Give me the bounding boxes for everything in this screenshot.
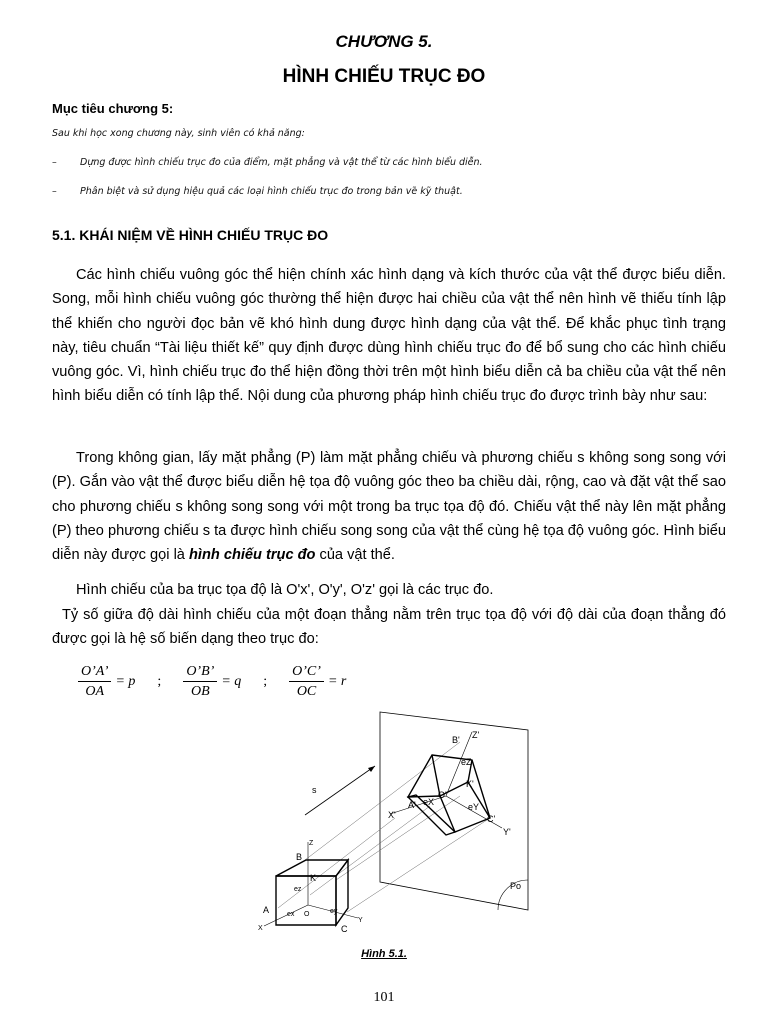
label-ex-prime: eX (423, 797, 435, 807)
formula-separator: ; (157, 674, 162, 689)
paragraph-definition (52, 446, 726, 567)
label-x-prime: X' (388, 810, 396, 820)
ray (310, 806, 430, 895)
distortion-formulas (78, 664, 346, 700)
goal-item (52, 186, 732, 197)
projected-box (408, 755, 490, 832)
paragraph-intro: Các hình chiếu vuông góc thể hiện chính xác hình dạng và kích thước của vật thể được biểu diễn. Song, mỗi hình chiếu vuông góc thường thể hiện được hai chiều của vật thể nên hình vẽ thiếu tính lập thể khiến cho người đọc bản vẽ khó hình dung được hình dạng của vật thể. Để khắc phục tình trạng này, tiêu chuẩn “Tài liệu thiết kế” quy định được dùng hình chiếu trục đo để bổ sung cho các hình chiếu vuông góc. Vì, hình chiếu trục đo thể hiện đồng thời trên một hình biểu diễn cả ba chiều của vật thể nên hình biểu diễn có tính lập thể. Nội dung của phương pháp hình chiếu trục đo được trình bày như sau: (52, 267, 726, 405)
formula-rhs: = p (115, 674, 136, 689)
fraction (289, 664, 324, 700)
numerator: O’A’ (78, 664, 111, 682)
label-c-prime: C' (487, 814, 496, 824)
chapter-title: HÌNH CHIẾU TRỤC ĐO (282, 66, 486, 87)
goals-intro: Sau khi học xong chương này, sinh viên có khả năng: (52, 128, 305, 139)
section-heading: 5.1. KHÁI NIỆM VỀ HÌNH CHIẾU TRỤC ĐO (52, 227, 329, 243)
goals-heading: Mục tiêu chương 5: (52, 101, 174, 116)
formula-rhs: = q (221, 674, 242, 689)
label-y-prime: Y' (503, 827, 511, 837)
label-ey: ey (330, 908, 338, 915)
label-x: X (258, 925, 263, 932)
label-k-prime: K' (466, 779, 474, 789)
formula-separator: ; (263, 674, 268, 689)
label-a-prime: A' (408, 800, 416, 810)
projected-axes (390, 732, 502, 828)
paragraph-axes: Hình chiếu của ba trục tọa độ là O'x', O'y', O'z' gọi là các trục đo. (76, 582, 494, 598)
label-y: Y (358, 917, 363, 924)
arrow-head (368, 766, 375, 772)
paragraph-text: của vật thể. (315, 547, 395, 564)
goal-text: Phân biệt và sử dụng hiệu quả các loại hình chiếu trục đo trong bản vẽ kỹ thuật. (80, 186, 463, 197)
fraction (183, 664, 217, 700)
label-a: A (263, 905, 270, 915)
chapter-label: CHƯƠNG 5. (335, 32, 433, 51)
label-ez: ez (294, 886, 302, 893)
label-b: B (296, 852, 303, 862)
list-dash: – (52, 157, 57, 168)
ray (336, 796, 460, 880)
axis-x (264, 905, 308, 926)
label-b-prime: B' (452, 735, 460, 745)
denominator: OB (190, 684, 210, 699)
numerator: O’B’ (183, 664, 217, 682)
paragraph-ratio: Tỷ số giữa độ dài hình chiếu của một đoạn thẳng nằm trên trục tọa độ với độ dài của đoạn thẳng đó được gọi là hệ số biến dạng theo trục đo: (52, 607, 726, 648)
denominator: OC (296, 684, 317, 699)
projection-rays (278, 742, 490, 912)
ray (305, 742, 460, 860)
numerator: O’C’ (289, 664, 324, 682)
label-s: s (312, 785, 317, 795)
label-c: C (341, 924, 348, 934)
goal-item (52, 157, 732, 168)
label-z-prime: Z' (472, 730, 480, 740)
label-plane: Po (510, 881, 522, 891)
paragraph-text: Trong không gian, lấy mặt phẳng (P) làm mặt phẳng chiếu và phương chiếu s không song song với (P). Gắn vào vật thể được biểu diễn hệ tọa độ vuông góc theo ba chiều dài, rộng, cao và đặt vật thể sao cho phương chiếu s không song song với một trong ba trục tọa độ đó. Chiếu vật thể này lên mặt phẳng (P) theo phương chiếu s ta được hình chiếu song song của vật thể cùng hệ tọa độ vuông góc. Hình biểu diễn này được gọi là (52, 450, 726, 564)
label-o-prime: O' (438, 790, 447, 800)
label-ey-prime: eY (468, 802, 480, 812)
label-k: K (310, 873, 317, 883)
list-dash: – (52, 186, 57, 197)
fraction (78, 664, 111, 700)
figure-caption: Hình 5.1. (361, 948, 407, 960)
label-ez-prime: eZ (461, 757, 472, 767)
label-z: Z (309, 840, 314, 847)
goal-text: Dựng được hình chiếu trục đo của điểm, mặt phẳng và vật thể từ các hình biểu diễn. (80, 157, 483, 168)
label-ex: ex (287, 911, 295, 918)
label-o: O (304, 911, 310, 918)
axonometric-projection-figure (250, 700, 540, 940)
denominator: OA (85, 684, 105, 699)
emphasized-term: hình chiếu trục đo (188, 547, 316, 564)
formula-rhs: = r (327, 674, 347, 689)
page-number: 101 (373, 990, 395, 1005)
cube-side-face (336, 860, 348, 925)
ray (347, 818, 490, 912)
